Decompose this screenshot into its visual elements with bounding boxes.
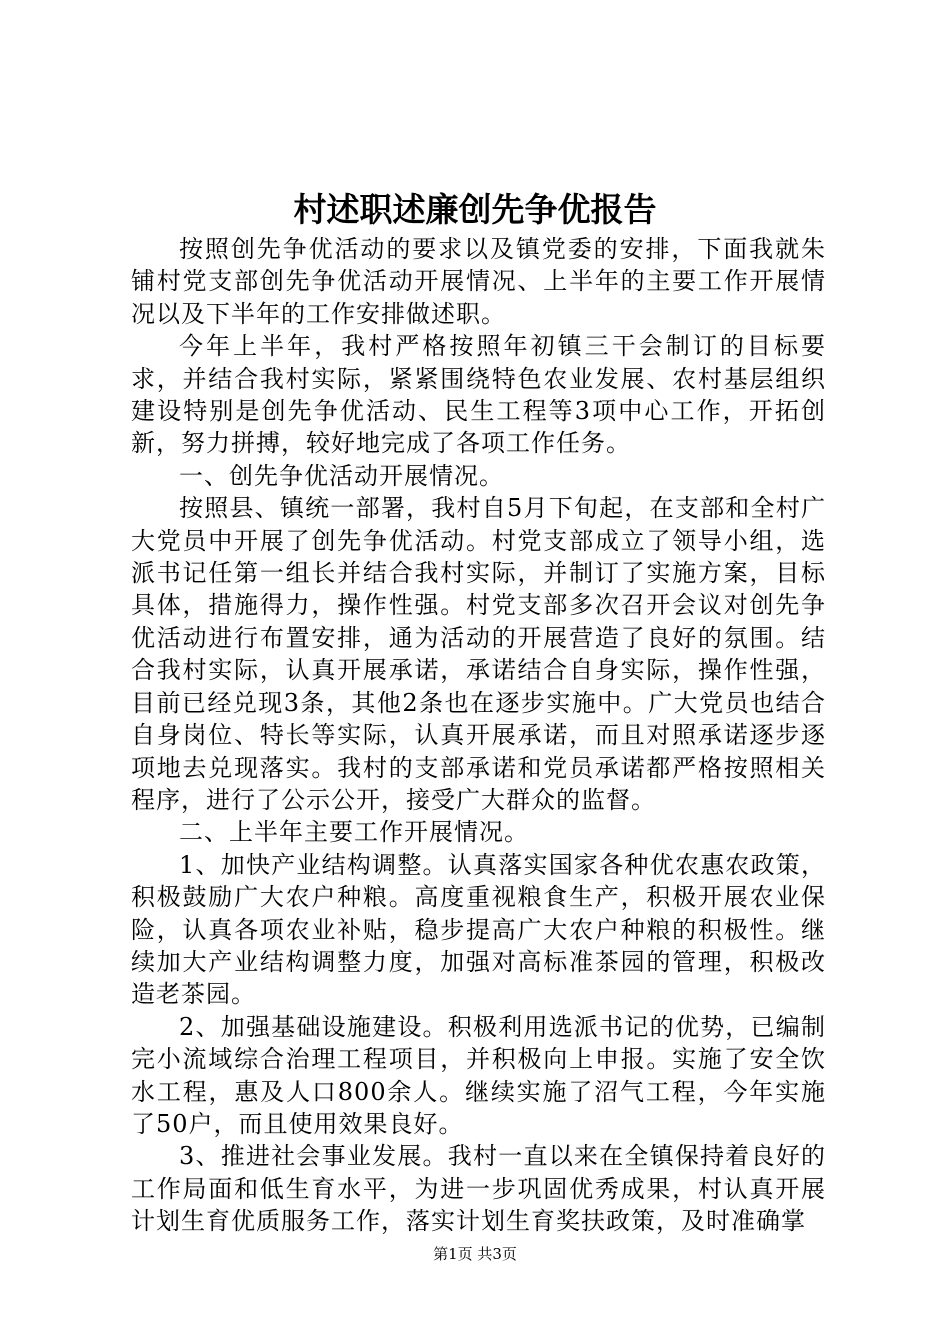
paragraph: 2、加强基础设施建设。积极利用选派书记的优势，已编制完小流域综合治理工程项目，并积极向上申报。实施了安全饮水工程，惠及人口800余人。继续实施了沼气工程，今年实施了50户，而且使用效果良好。 — [131, 1012, 826, 1138]
paragraph: 按照创先争优活动的要求以及镇党委的安排，下面我就朱铺村党支部创先争优活动开展情况、上半年的主要工作开展情况以及下半年的工作安排做述职。 — [131, 235, 826, 328]
page-footer: 第1页 共3页 — [433, 1245, 517, 1263]
paragraph: 1、加快产业结构调整。认真落实国家各种优农惠农政策，积极鼓励广大农户种粮。高度重视粮食生产，积极开展农业保险，认真各项农业补贴，稳步提高广大农户种粮的积极性。继续加大产业结构调整力度，加强对高标准茶园的管理，积极改造老茶园。 — [131, 850, 826, 1009]
paragraph: 今年上半年，我村严格按照年初镇三干会制订的目标要求，并结合我村实际，紧紧围绕特色农业发展、农村基层组织建设特别是创先争优活动、民生工程等3项中心工作，开拓创新，努力拼搏，较好地完成了各项工作任务。 — [131, 332, 826, 458]
document-body — [131, 233, 826, 1238]
paragraph: 3、推进社会事业发展。我村一直以来在全镇保持着良好的工作局面和低生育水平，为进一步巩固优秀成果，村认真开展计划生育优质服务工作，落实计划生育奖扶政策，及时准确掌 — [131, 1142, 826, 1236]
paragraph: 按照县、镇统一部署，我村自5月下旬起，在支部和全村广大党员中开展了创先争优活动。村党支部成立了领导小组，选派书记任第一组长并结合我村实际，并制订了实施方案，目标具体，措施得力，操作性强。村党支部多次召开会议对创先争优活动进行布置安排，通为活动的开展营造了良好的氛围。结合我村实际，认真开展承诺，承诺结合自身实际，操作性强，目前已经兑现3条，其他2条也在逐步实施中。广大党员也结合自身岗位、特长等实际，认真开展承诺，而且对照承诺逐步逐项地去兑现落实。我村的支部承诺和党员承诺都严格按照相关程序，进行了公示公开，接受广大群众的监督。 — [131, 494, 826, 814]
section-heading: 二、上半年主要工作开展情况。 — [179, 818, 529, 847]
document-title: 村述职述廉创先争优报告 — [293, 190, 657, 229]
section-heading: 一、创先争优活动开展情况。 — [179, 461, 504, 490]
